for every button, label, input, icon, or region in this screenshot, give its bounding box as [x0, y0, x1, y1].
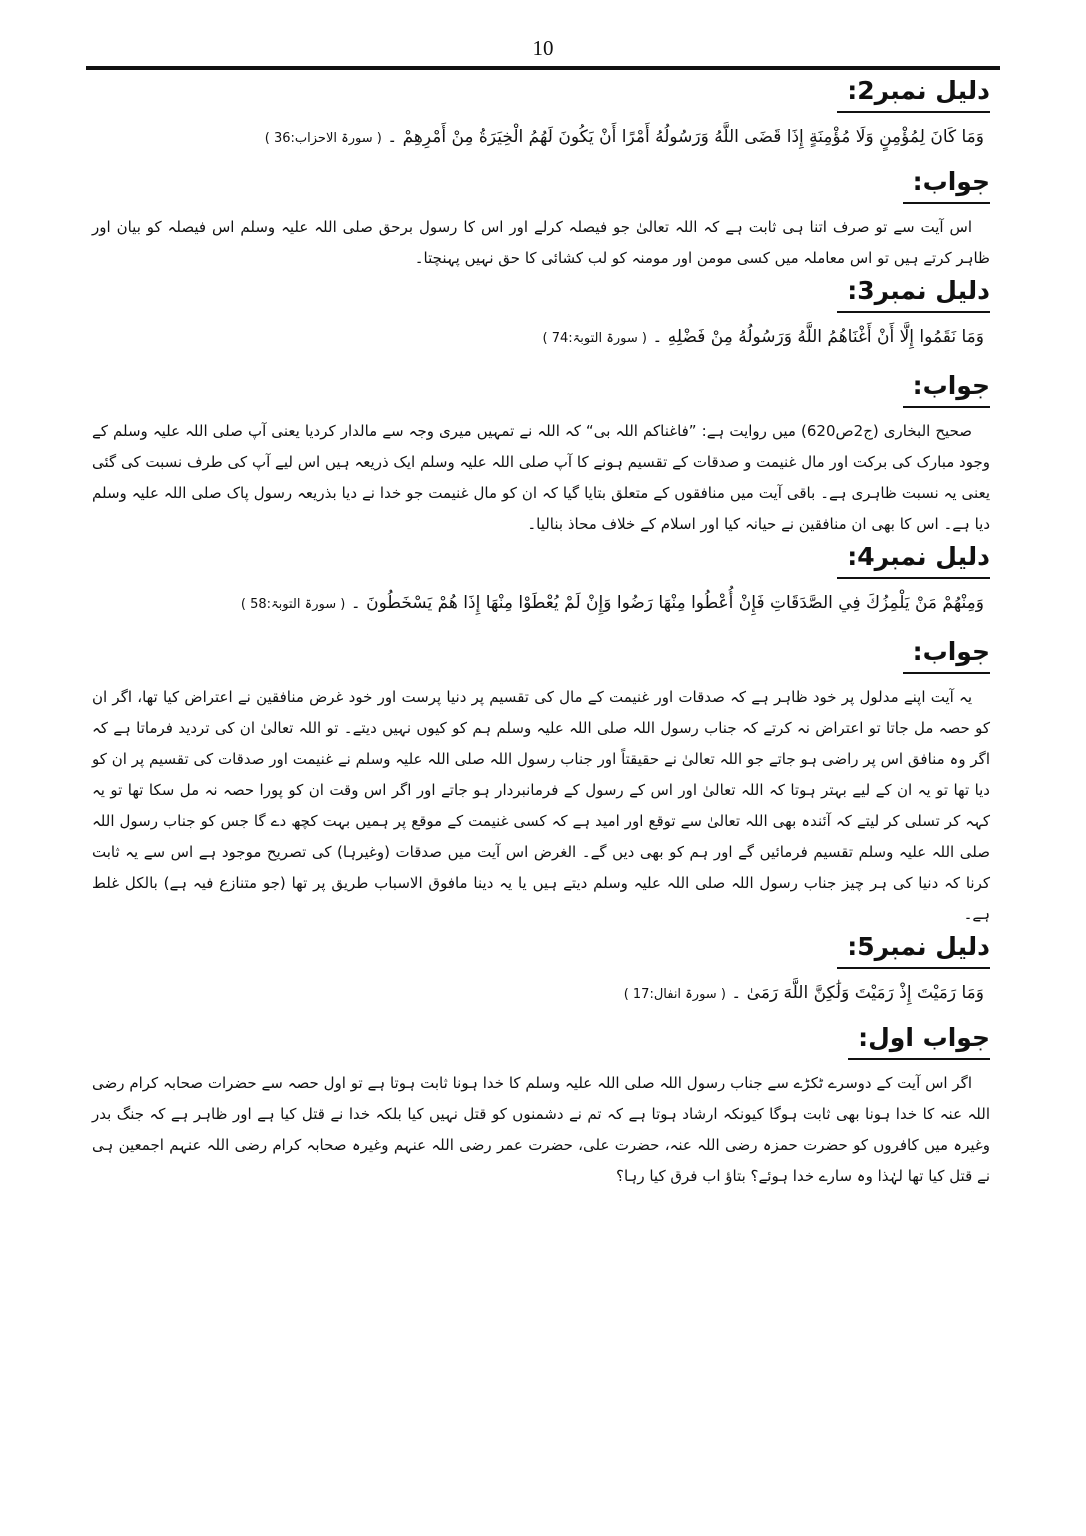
answer-heading: جواب اول:	[848, 1021, 990, 1060]
answer-heading: جواب:	[903, 369, 990, 408]
header-rule	[86, 66, 1000, 70]
answer-paragraph: اس آیت سے تو صرف اتنا ہی ثابت ہے کہ اللہ تعالیٰ جو فیصلہ کرلے اور اس کا رسول برحق صلی اللہ علیہ وسلم اس فیصلہ کو بیان اور ظاہر کرتے ہیں تو اس معاملہ میں کسی مومن اور مومنہ کو لب کشائی کا حق نہیں پہنچتا۔	[92, 218, 990, 267]
verse-reference: ( سورۃ الاحزاب:36 )	[264, 131, 382, 146]
section-heading: دلیل نمبر2:	[837, 74, 990, 113]
page-content	[92, 74, 990, 1192]
answer-paragraph: یہ آیت اپنے مدلول پر خود ظاہر ہے کہ صدقات اور غنیمت کے مال کی تقسیم پر دنیا پرست اور خود غرض منافقین نے اعتراض کیا تھا، اگر ان کو حصہ مل جاتا تو اعتراض نہ کرتے کہ جناب رسول اللہ صلی اللہ علیہ وسلم ہم کو کیوں نہیں دیتے۔ تو اللہ تعالیٰ ان کی تردید فرماتا ہے کہ اگر وہ منافق اس پر راضی ہو جاتے جو اللہ تعالیٰ نے حقیقتاً اور جناب رسول اللہ صلی اللہ علیہ وسلم نے غنیمت اور صدقات کی تقسیم پر ان کو دیا تھا تو یہ ان کے لیے بہتر ہوتا کہ اللہ تعالیٰ اور اس کے رسول کے فرمانبردار ہو جاتے اور اگر اس وقت ان کو پورا حصہ نہ مل سکا تھا تو یہ کہہ کر تسلی کر لیتے کہ آئندہ بھی اللہ تعالیٰ سے توقع اور امید ہے کہ کسی غنیمت کے موقع پر ہمیں بہت کچھ دے گا جس کو جناب رسول اللہ صلی اللہ علیہ وسلم تقسیم فرمائیں گے اور ہم کو بھی دیں گے۔ الغرض اس آیت میں صدقات (وغیرہا) کی تصریح موجود ہے اس سے یہ ثابت کرنا کہ دنیا کی ہر چیز جناب رسول اللہ صلی اللہ علیہ وسلم دیتے ہیں یا یہ دینا مافوق الاسباب طریق پر تھا (جو متنازع فیہ ہے) بالکل غلط ہے۔	[92, 688, 990, 923]
answer-paragraph: اگر اس آیت کے دوسرے ٹکڑے سے جناب رسول اللہ صلی اللہ علیہ وسلم کا خدا ہونا ثابت ہوتا ہے تو اول حصہ سے حضرات صحابہ کرام رضی اللہ عنہ کا خدا ہونا بھی ثابت ہوگا کیونکہ ارشاد ہوتا ہے کہ تم نے دشمنوں کو قتل نہیں کیا بلکہ خدا نے قتل کیا ہے اور ظاہر ہے کہ جنگ بدر وغیرہ میں کافروں کو حضرت حمزہ رضی اللہ عنہ، حضرت علی، حضرت عمر رضی اللہ عنہم وغیرہ صحابہ کرام رضی اللہ عنہم اجمعین ہی نے قتل کیا تھا لہٰذا وہ سارے خدا ہوئے؟ بتاؤ اب فرق کیا رہا؟	[92, 1074, 990, 1185]
quran-verse	[92, 979, 984, 1009]
section-dalil-3	[92, 274, 990, 540]
verse-text: وَمَا رَمَيْتَ إِذْ رَمَيْتَ وَلَٰكِنَّ اللَّهَ رَمَىٰ ۔	[731, 983, 984, 1003]
section-dalil-4	[92, 540, 990, 930]
verse-reference: ( سورۃ التوبۃ:58 )	[240, 597, 346, 612]
quran-verse	[92, 323, 984, 353]
section-heading: دلیل نمبر3:	[837, 274, 990, 313]
section-dalil-5	[92, 930, 990, 1192]
verse-reference: ( سورۃ انفال:17 )	[623, 987, 726, 1002]
answer-heading: جواب:	[903, 635, 990, 674]
quran-verse	[92, 589, 984, 619]
verse-text: وَمِنْهُمْ مَنْ يَلْمِزُكَ فِي الصَّدَقَاتِ فَإِنْ أُعْطُوا مِنْهَا رَضُوا وَإِنْ لَمْ يُعْطَوْا مِنْهَا إِذَا هُمْ يَسْخَطُونَ ۔	[350, 593, 984, 613]
verse-reference: ( سورۃ التوبۃ:74 )	[542, 331, 647, 346]
section-dalil-2	[92, 74, 990, 274]
verse-text: وَمَا كَانَ لِمُؤْمِنٍ وَلَا مُؤْمِنَةٍ إِذَا قَضَى اللَّهُ وَرَسُولُهُ أَمْرًا أَنْ يَكُونَ لَهُمُ الْخِيَرَةُ مِنْ أَمْرِهِمْ ۔	[387, 127, 984, 147]
answer-heading: جواب:	[903, 165, 990, 204]
page-number: 10	[532, 36, 554, 60]
verse-text: وَمَا نَقَمُوا إِلَّا أَنْ أَغْنَاهُمُ اللَّهُ وَرَسُولُهُ مِنْ فَضْلِهِ ۔	[652, 327, 984, 347]
quran-verse	[92, 123, 984, 153]
section-heading: دلیل نمبر4:	[837, 540, 990, 579]
section-heading: دلیل نمبر5:	[837, 930, 990, 969]
answer-paragraph: صحیح البخاری (ج2ص620) میں روایت ہے: ”فاغناکم اللہ بی“ کہ اللہ نے تمہیں میری وجہ سے مالدار کردیا یعنی آپ صلی اللہ علیہ وسلم کے وجود مبارک کی برکت اور مال غنیمت و صدقات کے تقسیم ہونے کا آپ صلی اللہ علیہ وسلم ایک ذریعہ ہیں اس لیے آپ کی طرف نسبت کی گئی یعنی یہ نسبت ظاہری ہے۔ باقی آیت میں منافقوں کے متعلق بتایا گیا کہ ان کو مال غنیمت جو خدا نے دیا بذریعہ رسول پاک صلی اللہ علیہ وسلم دیا ہے۔ اس کا بھی ان منافقین نے حیانہ کیا اور اسلام کے خلاف محاذ بنالیا۔	[92, 422, 990, 533]
